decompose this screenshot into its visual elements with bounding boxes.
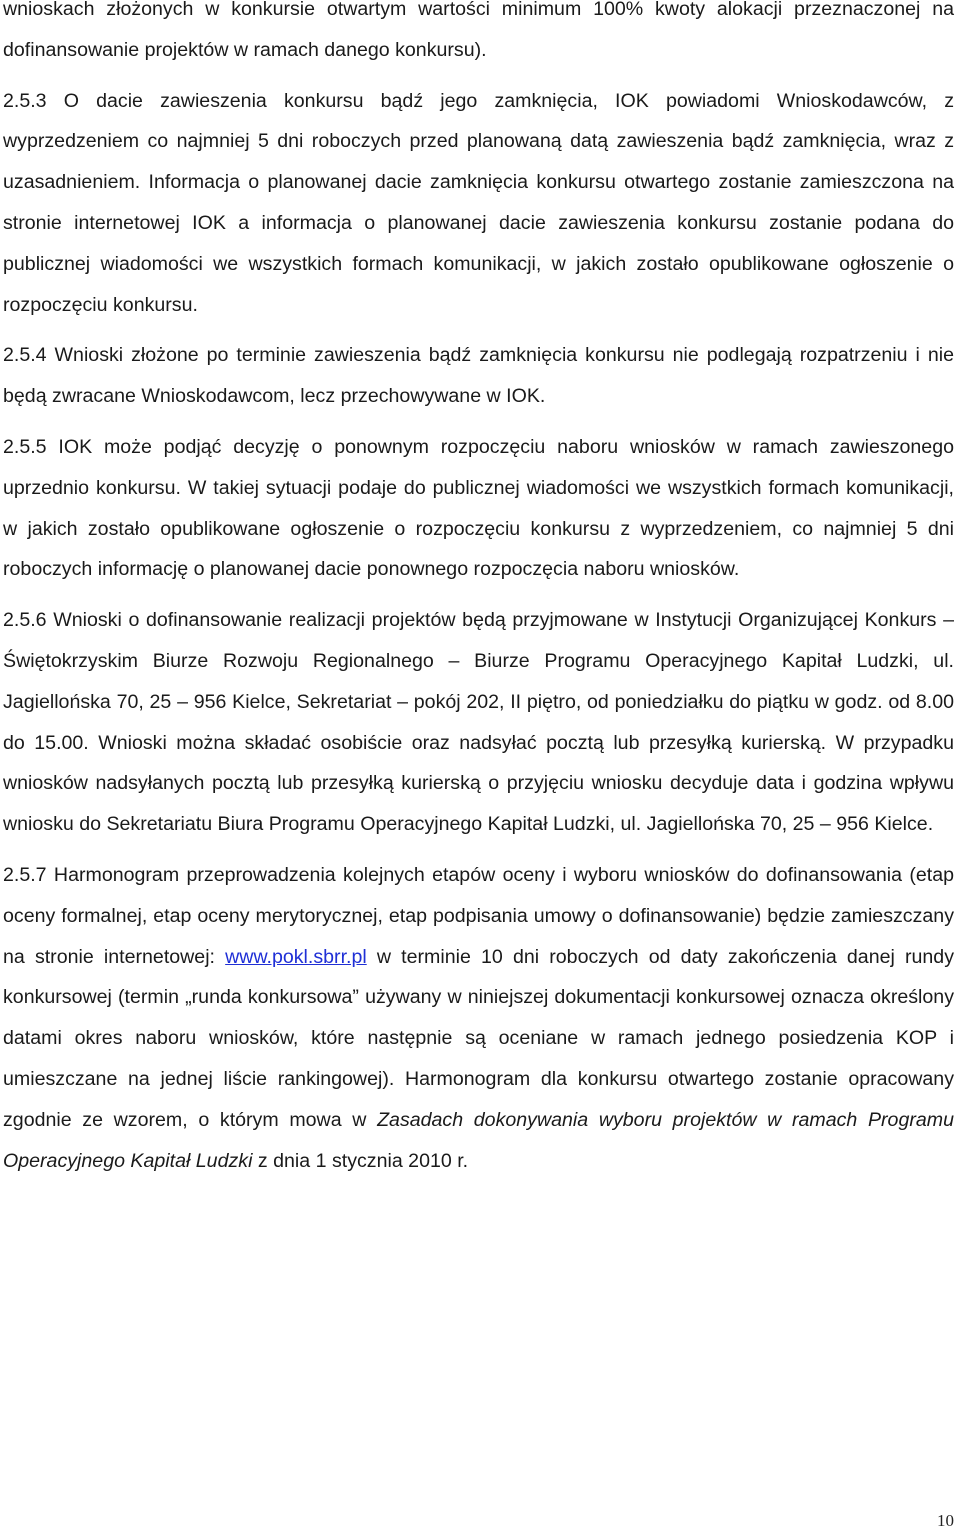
- paragraph-2-5-7: [3, 855, 954, 1181]
- paragraph-continuation: wnioskach złożonych w konkursie otwartym wartości minimum 100% kwoty alokacji przeznaczonej na dofinansowanie projektów w ramach danego konkursu).: [3, 0, 954, 61]
- paragraph-2-5-6: 2.5.6 Wnioski o dofinansowanie realizacji projektów będą przyjmowane w Instytucji Organizującej Konkurs – Świętokrzyskim Biurze Rozwoju Regionalnego – Biurze Programu Operacyjnego Kapitał Ludzki, ul. Jagiellońska 70, 25 – 956 Kielce, Sekretariat – pokój 202, II piętro, od poniedziałku do piątku w godz. od 8.00 do 15.00. Wnioski można składać osobiście oraz nadsyłać pocztą lub przesyłką kurierską. W przypadku wniosków nadsyłanych pocztą lub przesyłką kurierską o przyjęciu wniosku decyduje data i godzina wpływu wniosku do Sekretariatu Biura Programu Operacyjnego Kapitał Ludzki, ul. Jagiellońska 70, 25 – 956 Kielce.: [3, 609, 954, 836]
- paragraph-2-5-7-part1: 2.5.7 Harmonogram przeprowadzenia kolejnych etapów oceny i wyboru wniosków do dofinansowania (etap oceny formalnej, etap oceny merytorycznej, etap podpisania umowy o dofinansowanie) będzie zamieszczany na stronie internetowej:: [3, 863, 954, 968]
- paragraph-2-5-7-part2: w terminie 10 dni roboczych od daty zakończenia danej rundy konkursowej (termin „runda konkursowa” używany w niniejszej dokumentacji konkursowej oznacza określony datami okres naboru wniosków, które następnie są oceniane w ramach jednego posiedzenia KOP i umieszczane na jednej liście rankingowej). Harmonogram dla konkursu otwartego zostanie opracowany zgodnie ze wzorem, o którym mowa w: [3, 945, 954, 1131]
- page-number: 10: [937, 1511, 954, 1530]
- paragraph-2-5-3: 2.5.3 O dacie zawieszenia konkursu bądź jego zamknięcia, IOK powiadomi Wnioskodawców, z wyprzedzeniem co najmniej 5 dni roboczych przed planowaną datą zawieszenia bądź zamknięcia, wraz z uzasadnieniem. Informacja o planowanej dacie zamknięcia konkursu otwartego zostanie zamieszczona na stronie internetowej IOK a informacja o planowanej dacie zawieszenia konkursu zostanie podana do publicznej wiadomości we wszystkich formach komunikacji, w jakich zostało opublikowane ogłoszenie o rozpoczęciu konkursu.: [3, 89, 954, 316]
- paragraph-2-5-7-part3: z dnia 1 stycznia 2010 r.: [252, 1149, 469, 1172]
- website-link[interactable]: www.pokl.sbrr.pl: [225, 945, 367, 968]
- paragraph-2-5-5: 2.5.5 IOK może podjąć decyzję o ponownym rozpoczęciu naboru wniosków w ramach zawieszonego uprzednio konkursu. W takiej sytuacji podaje do publicznej wiadomości we wszystkich formach komunikacji, w jakich zostało opublikowane ogłoszenie o rozpoczęciu konkursu z wyprzedzeniem, co najmniej 5 dni roboczych informację o planowanej dacie ponownego rozpoczęcia naboru wniosków.: [3, 435, 954, 581]
- document-title-italic: Zasadach dokonywania wyboru projektów w ramach Programu Operacyjnego Kapitał Ludzki: [3, 1108, 954, 1172]
- paragraph-2-5-4: 2.5.4 Wnioski złożone po terminie zawieszenia bądź zamknięcia konkursu nie podlegają rozpatrzeniu i nie będą zwracane Wnioskodawcom, lecz przechowywane w IOK.: [3, 344, 954, 408]
- document-page: [3, 0, 954, 1191]
